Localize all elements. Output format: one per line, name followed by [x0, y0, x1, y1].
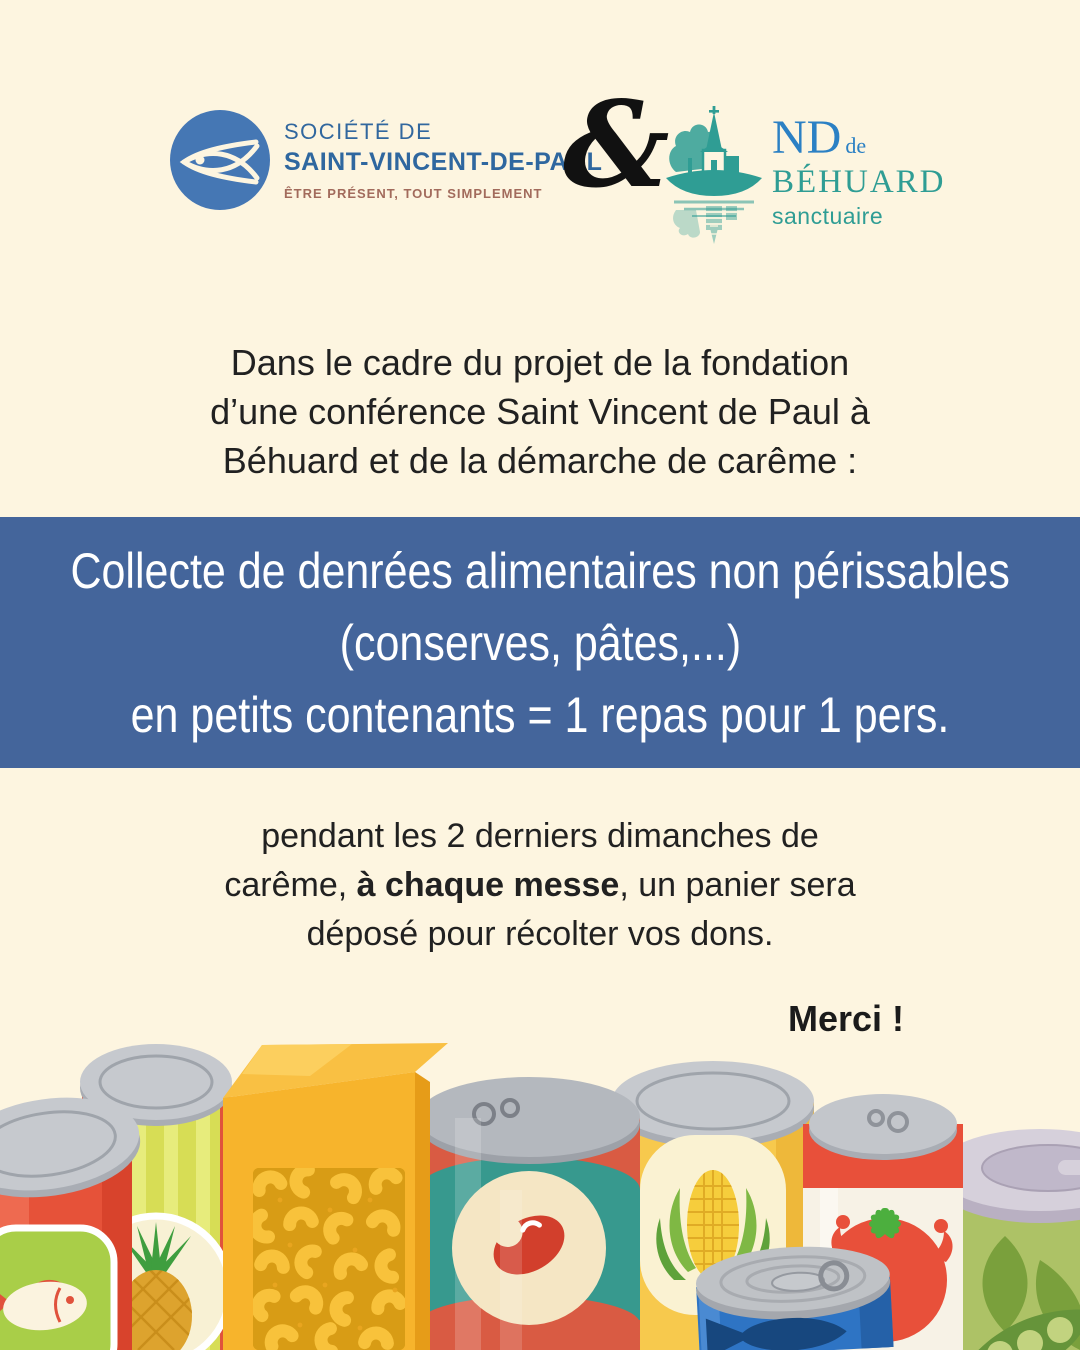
behuard-subtitle: sanctuaire [772, 203, 884, 229]
banner-line2: (conserves, pâtes,...) [339, 614, 741, 671]
svdp-wordmark [284, 119, 602, 201]
intro-line3: Béhuard et de la démarche de carême : [222, 440, 858, 481]
details-line1: pendant les 2 derniers dimanches de [261, 817, 819, 855]
banner-line1: Collecte de denrées alimentaires non périssables [70, 542, 1010, 599]
thanks-text: Merci ! [788, 998, 905, 1039]
behuard-de: de [845, 133, 867, 158]
church-island-icon [662, 106, 766, 246]
intro-line1: Dans le cadre du projet de la fondation [230, 342, 850, 383]
behuard-logo [662, 106, 946, 246]
collection-banner [0, 517, 1080, 768]
food-cans-illustration [0, 1040, 1080, 1350]
svdp-name-line1: SOCIÉTÉ DE [284, 119, 433, 144]
ampersand-separator: & [563, 75, 670, 214]
macaroni-window [252, 1167, 405, 1350]
svdp-name-line2: SAINT-VINCENT-DE-PAUL [284, 148, 603, 176]
behuard-wordmark [772, 106, 946, 246]
behuard-name: BÉHUARD [772, 164, 946, 200]
details-line2: carême, à chaque messe, un panier sera [224, 866, 856, 904]
details-bold: à chaque messe [356, 866, 620, 904]
header-logos [0, 0, 1080, 280]
details-paragraph [0, 812, 1080, 959]
svdp-logo [170, 110, 602, 210]
fish-in-circle-icon [170, 110, 270, 210]
details-line3: déposé pour récolter vos dons. [306, 915, 774, 953]
banner-line3: en petits contenants = 1 repas pour 1 pers. [130, 686, 950, 743]
fish-can [0, 1087, 146, 1350]
intro-line2: d’une conférence Saint Vincent de Paul à [210, 391, 870, 432]
behuard-nd: ND [772, 111, 842, 164]
intro-paragraph [0, 338, 1080, 485]
macaroni-box [223, 1043, 448, 1350]
svdp-tagline: ÊTRE PRÉSENT, TOUT SIMPLEMENT [284, 186, 543, 201]
kidney-bean-can [418, 1077, 640, 1350]
